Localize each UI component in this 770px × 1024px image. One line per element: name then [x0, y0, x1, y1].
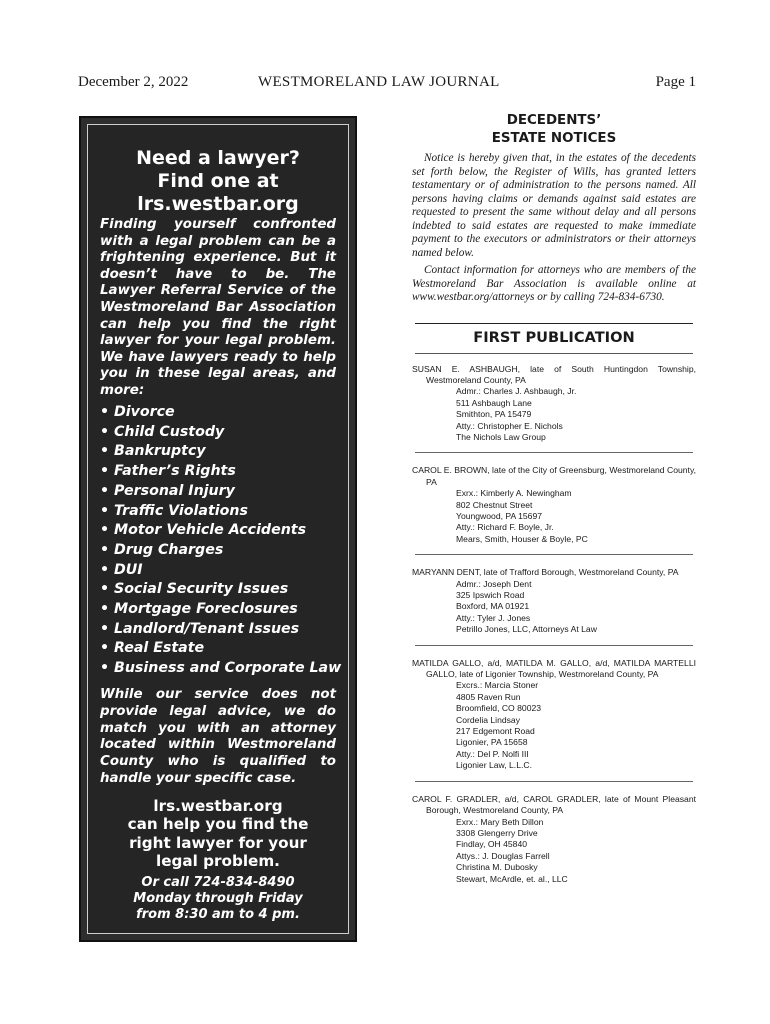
estate-line: Cordelia Lindsay: [456, 714, 521, 725]
estate-decedent: CAROL F. GRADLER, a/d, CAROL GRADLER, late of Mount Pleasant Borough, Westmoreland County, PA: [412, 793, 696, 816]
estate-line: Mears, Smith, Houser & Boyle, PC: [456, 533, 588, 544]
ad-title-line: Find one at: [157, 170, 279, 192]
ad-title-line: lrs.westbar.org: [137, 193, 299, 215]
page-number: Page 1: [655, 74, 696, 90]
notices-intro: Notice is hereby given that, in the estates of the decedents set forth below, the Register of Wills, has granted letters testamentary or of administration to the persons named. All persons having claims or demands against said estates are requested to present the same without delay and all persons indebted to said estates are requested to make immediate payment to the executors or administrators or their attorneys named below.: [412, 152, 696, 259]
legal-area-item: • Father’s Rights: [100, 463, 236, 480]
estate-line: 4805 Raven Run: [456, 691, 521, 702]
journal-title: WESTMORELAND LAW JOURNAL: [258, 74, 500, 90]
ad-cta-line: lrs.westbar.org: [153, 797, 283, 815]
legal-area-item: • Child Custody: [100, 423, 225, 440]
ad-title-line: Need a lawyer?: [136, 147, 300, 169]
estate-entry: [412, 794, 696, 885]
section-title: FIRST PUBLICATION: [473, 328, 635, 346]
issue-date: December 2, 2022: [78, 74, 189, 90]
estate-line: Smithton, PA 15479: [456, 409, 532, 420]
estate-line: Exrx.: Mary Beth Dillon: [456, 816, 544, 827]
ad-phone-hours: [88, 875, 348, 923]
legal-area-item: • Divorce: [100, 404, 175, 420]
notices-title-line: ESTATE NOTICES: [491, 131, 617, 146]
estate-line: Findlay, OH 45840: [456, 839, 528, 850]
estate-line: Petrillo Jones, LLC, Attorneys At Law: [456, 624, 597, 635]
legal-area-item: • Real Estate: [100, 640, 205, 657]
ad-call-line: from 8:30 am to 4 pm.: [136, 907, 300, 922]
estate-line: 217 Edgemont Road: [456, 726, 535, 737]
estate-line: Atty.: Del P. Nolfi III: [456, 748, 529, 759]
estate-separator: [415, 645, 693, 646]
ad-disclaimer: While our service does not provide legal advice, we do match you with an attorney located within Westmoreland County who is qualified to handle your specific case.: [100, 687, 336, 786]
notices-title-line: DECEDENTS’: [506, 113, 602, 128]
estate-line: Atty.: Christopher E. Nichols: [456, 420, 563, 431]
legal-area-item: • Social Security Issues: [100, 581, 289, 598]
estate-line: Stewart, McArdle, et. al., LLC: [456, 873, 568, 884]
estate-line: Ligonier, PA 15658: [456, 737, 528, 748]
lawyer-referral-ad: [79, 116, 357, 942]
legal-areas-list: [100, 403, 341, 679]
estate-line: Youngwood, PA 15697: [456, 510, 543, 521]
estate-line: Boxford, MA 01921: [456, 601, 530, 612]
notices-title: [412, 112, 696, 148]
estate-line: Attys.: J. Douglas Farrell: [456, 850, 550, 861]
legal-area-item: • Bankruptcy: [100, 443, 206, 460]
estate-line: Christina M. Dubosky: [456, 862, 538, 873]
estate-entry: [412, 658, 696, 772]
estate-separator: [415, 452, 693, 453]
estate-line: Exrx.: Kimberly A. Newingham: [456, 488, 572, 499]
ad-title: [88, 147, 348, 216]
estate-entry: [412, 465, 696, 545]
estate-decedent: MARYANN DENT, late of Trafford Borough, Westmoreland County, PA: [412, 567, 679, 578]
ad-call-to-action: [88, 797, 348, 871]
legal-area-item: • Landlord/Tenant Issues: [100, 620, 300, 637]
legal-area-item: • Mortgage Foreclosures: [100, 601, 298, 618]
legal-area-item: • Business and Corporate Law: [100, 660, 342, 677]
estate-line: Excrs.: Marcia Stoner: [456, 680, 539, 691]
estate-notices-column: [412, 112, 696, 885]
estate-line: The Nichols Law Group: [456, 431, 546, 442]
estate-line: 3308 Glengerry Drive: [456, 827, 538, 838]
estate-line: 325 Ipswich Road: [456, 590, 525, 600]
estate-decedent: MATILDA GALLO, a/d, MATILDA M. GALLO, a/d, MATILDA MARTELLI GALLO, late of Ligonier Township, Westmoreland County, PA: [412, 657, 696, 680]
legal-area-item: • Personal Injury: [100, 482, 235, 499]
section-rule: [415, 323, 693, 324]
estate-line: 511 Ashbaugh Lane: [456, 397, 532, 408]
ad-intro-text: Finding yourself confronted with a legal problem can be a frightening experience. But it doesn’t have to be. The Lawyer Referral Service of the Westmoreland Bar Association can help you find the right lawyer for your legal problem. We have lawyers ready to help you in these legal areas, and more:: [100, 217, 336, 398]
estate-separator: [415, 781, 693, 782]
estate-entry: [412, 364, 696, 444]
legal-area-item: • Traffic Violations: [100, 502, 248, 519]
ad-cta-line: legal problem.: [156, 852, 280, 871]
estate-entry: [412, 567, 696, 635]
notices-contact: Contact information for attorneys who are members of the Westmoreland Bar Association is available online at www.westbar.org/attorneys or by calling 724-834-6730.: [412, 264, 696, 303]
legal-area-item: • Motor Vehicle Accidents: [100, 522, 307, 539]
page-header: [78, 74, 696, 94]
estate-decedent: CAROL E. BROWN, late of the City of Greensburg, Westmoreland County, PA: [412, 465, 696, 487]
legal-area-item: • Drug Charges: [100, 541, 224, 558]
estate-line: Admr.: Joseph Dent: [456, 578, 532, 589]
estate-decedent: SUSAN E. ASHBAUGH, late of South Huntingdon Township, Westmoreland County, PA: [412, 363, 696, 385]
ad-cta-line: can help you find the: [127, 815, 309, 834]
estate-line: Ligonier Law, L.L.C.: [456, 760, 532, 771]
estate-line: Atty.: Tyler J. Jones: [456, 612, 531, 623]
ad-cta-line: right lawyer for your: [129, 833, 307, 852]
ad-inner-frame: [87, 124, 349, 934]
legal-area-item: • DUI: [100, 561, 143, 578]
estate-line: Admr.: Charles J. Ashbaugh, Jr.: [456, 386, 577, 397]
ad-call-line: Or call 724-834-8490: [141, 875, 295, 890]
estate-line: 802 Chestnut Street: [456, 499, 533, 510]
estate-separator: [415, 554, 693, 555]
estate-line: Atty.: Richard F. Boyle, Jr.: [456, 522, 554, 533]
ad-call-line: Monday through Friday: [133, 891, 303, 906]
section-rule: [415, 353, 693, 354]
estate-line: Broomfield, CO 80023: [456, 703, 542, 714]
